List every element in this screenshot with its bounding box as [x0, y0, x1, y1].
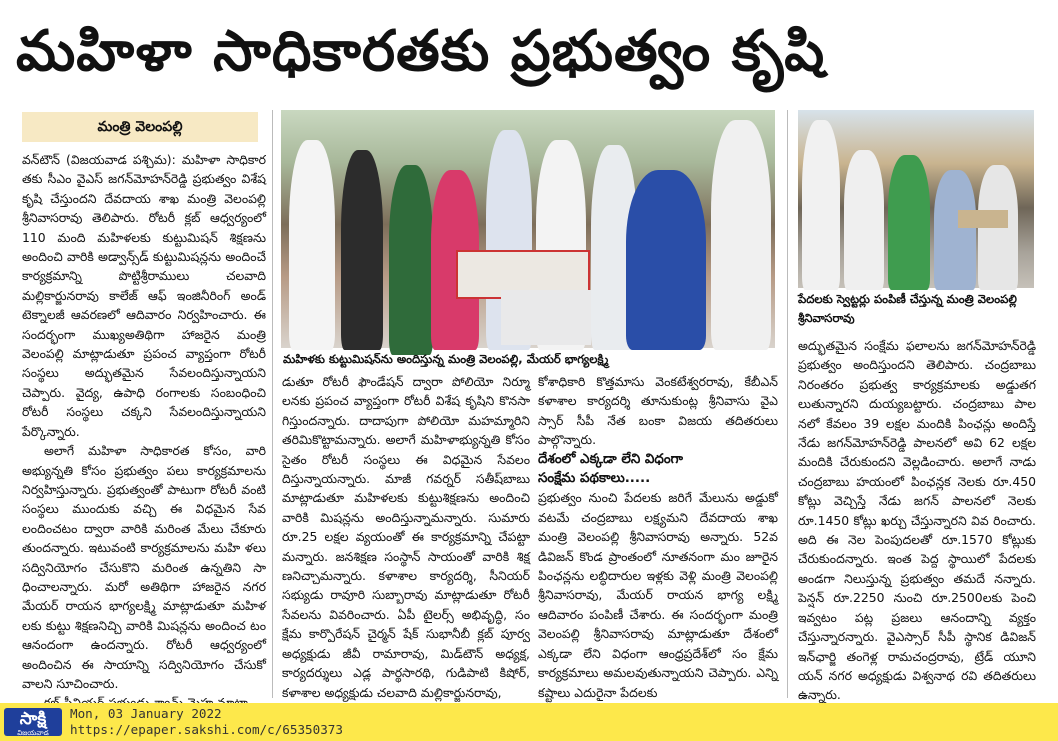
footer-bar [0, 703, 1058, 741]
sakshi-logo [4, 708, 62, 736]
article-column-1 [22, 150, 266, 698]
section-heading: దేశంలో ఎక్కడా లేని విధంగా [538, 451, 683, 467]
photo-caption: మహిళకు కుట్టుమిషన్‌ను అందిస్తున్న మంత్రి వెలంపల్లి, మేయర్ భాగ్యలక్ష్మి [283, 352, 609, 366]
subheadline: మంత్రి వెలంపల్లి [22, 112, 258, 142]
logo-subtext: విజయవాడ [17, 729, 49, 737]
paragraph: అద్భుతమైన సంక్షేమ ఫలాలను జగన్‌మోహన్‌రెడ్డి ప్రభుత్వం అందిస్తుందని తెలిపారు. చంద్రబాబు నిరంతరం ప్రభుత్వ కార్యక్రమాలకు అడ్డుతగ లుతున్నారని దుయ్యబట్టారు. చంద్రబాబు పాల నలో కేవలం 39 లక్షల మందికి పింఛన్లు అందిస్తే నేడు జగన్‌మోహన్‌రెడ్డి పాలనలో అవి 62 లక్షల మందికి చేరుకుందని వెల్లడించారు. అలాగే నాడు చంద్రబాబు హయంలో పింఛన్లక నెలకు రూ.450 కోట్లు వెచ్చిస్తే నేడు జగన్ పాలనలో నెలకు రూ.1450 కోట్లు ఖర్చు చేస్తున్నారని వివ రించారు. అది ఈ నెల పెంపుదలతో రూ.1570 కోట్లుకు చేరుకుందన్నారు. ఇంత పెద్ద స్థాయిలో పేదలకు అండగా నిలుస్తున్న ప్రభుత్వం తమదే నన్నారు. పెన్షన్ రూ.2250 నుంచి రూ.2500లకు పెంచి ఇవ్వటం పట్ల ప్రజలు ఆనందాన్ని వ్యక్తం చేస్తున్నారన్నారు. వైఎస్సార్ సీపీ స్థానిక డివిజన్ ఇన్‌ఛార్జి తంగెళ్ల రామచంద్రరావు, ట్రేడ్ యూని యన్ నగర అధ్యక్షుడు విశ్వనాథ రవి తదితరులు ఉన్నారు. [798, 338, 1036, 703]
photo-sweater-distribution [798, 110, 1034, 288]
article-column-4 [798, 336, 1036, 703]
paragraph: అలాగే మహిళా సాధికారత కోసం, వారి అభ్యున్నతి కోసం ప్రభుత్వం పలు కార్యక్రమాలను నిర్వహిస్తున్నారు. ప్రభుత్వంతో పాటుగా రోటరీ వంటి సంస్థలు ముందుకు వచ్చి ఈ విధమైన సేవ లందించటం ద్వారా వారికి మరింత మేలు చేకూరు తుందన్నారు. ఇటువంటి కార్యక్రమాలను మహి ళలు సద్వినియోగం చేసుకొని మరింత ఉన్నతిని సా ధించాలన్నారు. మరో అతిథిగా హాజరైన నగర మేయర్ రాయన భాగ్యలక్ష్మి మాట్లాడుతూ మహిళ లకు కుట్టు శిక్షణనిచ్చి వారికి మిషన్లను అందించ టం ఆనందంగా ఉందన్నారు. రోటరీ ఆధ్వర్యంలో అందించిన ఈ సాయాన్ని సద్వినియోగం చేసుకో వాలని సూచించారు. [22, 443, 266, 691]
paragraph: ప్రభుత్వం నుంచి పేదలకు జరిగే మేలును అడ్డుకో వటమే చంద్రబాబు లక్ష్యమని దేవదాయ శాఖ మంత్రి వెలంపల్లి శ్రీనివాసరావు అన్నారు. 52వ డివిజన్ కొండ ప్రాంతంలో నూతనంగా మం జూరైన పింఛన్లను లబ్ధిదారుల ఇళ్లకు వెళ్లి మంత్రి వెలంపల్లి శ్రీనివాసరావు, మేయర్ రాయన భాగ్య లక్ష్మి ఆదివారం పంపిణీ చేశారు. ఈ సందర్భంగా మంత్రి వెలంపల్లి శ్రీనివాసరావు మాట్లాడుతూ దేశంలో ఎక్కడా లేని విధంగా ఆంధ్రప్రదేశ్‌లో సం క్షేమ కార్యక్రమాలు అమలవుతున్నాయని చెప్పారు. ఎన్ని కష్టాలు ఎదురైనా పేదలకు [538, 490, 778, 700]
column-rule [787, 110, 788, 698]
logo-text: సాక్షి [19, 709, 47, 729]
paragraph: కోశాధికారి కొత్తమాసు వెంకటేశ్వరరావు, కేబీఎన్ కళాశాల కార్యదర్శి తూనుకుంట్ల శ్రీనివాసు వైఎ స్సార్ సీపీ నేత బంకా విజయ తదితరులు పాల్గొన్నారు. [538, 374, 778, 448]
paragraph: వన్‌టౌన్ (విజయవాడ పశ్చిమ): మహిళా సాధికార తకు సీఎం వైఎస్ జగన్‌మోహన్‌రెడ్డి ప్రభుత్వం విశేష కృషి చేస్తుందని దేవదాయ శాఖ మంత్రి వెలంపల్లి శ్రీనివాసరావు తెలిపారు. రోటరీ క్లబ్ ఆధ్వర్యంలో 110 మంది మహిళలకు కుట్టుమిషన్ శిక్షణను అందించి వారికి అడ్వాన్స్‌డ్ కుట్టుమిషన్లను అందించే కార్యక్రమాన్ని పొట్టిశ్రీరాములు చలవాది మల్లికార్జునరావు కాలేజ్ ఆఫ్ ఇంజినీరింగ్ అండ్ టెక్నాలజీ ఆవరణలో ఆదివారం నిర్వహించారు. ఈ సందర్భంగా ముఖ్యఅతిథిగా హాజరైన మంత్రి వెలంపల్లి మాట్లాడుతూ ప్రపంచ వ్యాప్తంగా రోటరీ సంస్థలు అద్భుతమైన సేవలందిస్తున్నాయని చెప్పారు. వైద్య, ఉపాధి రంగాలకు సంబంధించి రోటరీ సంస్థలు చక్కని సేవలందిస్తున్నాయని పేర్కొన్నారు. [22, 152, 266, 439]
edition-url[interactable]: https://epaper.sakshi.com/c/65350373 [70, 722, 343, 737]
paragraph: డుతూ రోటరీ ఫౌండేషన్ ద్వారా పోలియో నిర్మూ లనకు ప్రపంచ వ్యాప్తంగా రోటరీ విశేష కృషిని కొనసా గిస్తుందన్నారు. దాదాపుగా పోలియో మహమ్మారిని తరిమికొట్టామన్నారు. అలాగే మహిళాభ్యున్నతి కోసం సైతం రోటరీ సంస్థలు ఈ విధమైన సేవలం దిస్తున్నాయన్నారు. మాజీ గవర్నర్ సతీష్‌బాబు మాట్లాడుతూ మహిళలకు కుట్టుశిక్షణను అందించి వారికి మిషన్లను అందిస్తున్నామన్నారు. సుమారు రూ.25 లక్షల వ్యయంతో ఈ కార్యక్రమాన్ని చేపట్టా మన్నారు. జనశిక్షణ సంస్థాన్ సాయంతో వారికి శిక్ష ణనిచ్చామన్నారు. కళాశాల కార్యదర్శి, సీనియర్ సభ్యుడు రావూరి సుబ్బారావు మాట్లాడుతూ రోటరీ సేవలను వివరించారు. ఏపీ టైలర్స్ అభివృద్ధి, సం క్షేమ కార్పొరేషన్ చైర్మన్ షేక్ సుభానీబీ క్లబ్ పూర్వ అధ్యక్షుడు జీవీ రామారావు, మిడ్‌టౌన్ అధ్యక్ష, కార్యదర్శులు ఎడ్ల పార్థసారథి, గుడిపాటి కిషోర్, కళాశాల అధ్యక్షుడు చలవాది మల్లికార్జునరావు, [282, 374, 530, 700]
section-heading: సంక్షేమ పథకాలు..... [538, 471, 651, 487]
photo-caption: పేదలకు స్వెట్టర్లు పంపిణీ చేస్తున్న మంత్రి వెలంపల్లి శ్రీనివాసరావు [798, 292, 1017, 325]
article-column-3 [538, 372, 778, 698]
column-rule [272, 110, 273, 698]
photo-sewing-machine-handover [281, 110, 775, 348]
article-column-2 [282, 372, 530, 698]
footer-info [70, 706, 343, 738]
headline: మహిళా సాధికారతకు ప్రభుత్వం కృషి [16, 19, 826, 84]
edition-date: Mon, 03 January 2022 [70, 706, 222, 721]
